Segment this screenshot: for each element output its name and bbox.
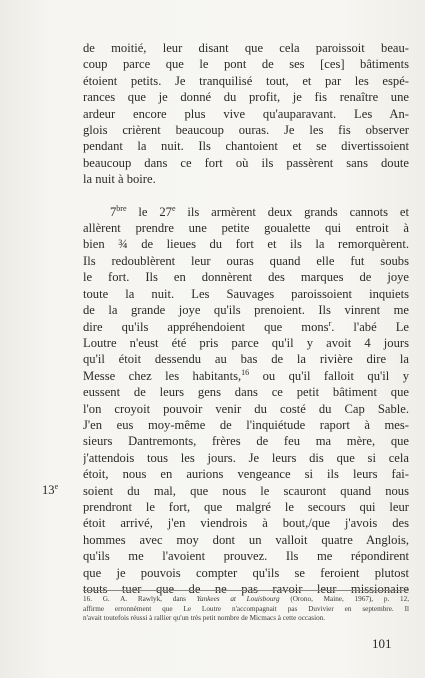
text-fragment: . l'abé Le bbox=[331, 319, 409, 334]
text-line: prendront le fort, que malgré le secours qui leur bbox=[83, 499, 409, 514]
text-line: ardeur encore plus vive qu'auparavant. Les An- bbox=[83, 106, 409, 121]
footnote-line bbox=[83, 595, 409, 605]
text-line: allèrent prendre une petite goualette qui entroit à bbox=[83, 221, 409, 236]
footnote bbox=[83, 595, 409, 624]
text-line: coup parce que le pont de ses [ces] bâtiments bbox=[83, 57, 409, 72]
text-line: étoit, nous en aurions vengeance si ils leurs fai- bbox=[83, 467, 409, 482]
date-day: 7 bbox=[110, 204, 117, 219]
text-line: pendant la nuit. Ils chantoient et se divertissoient bbox=[83, 139, 409, 154]
text-line: la nuit à boire. bbox=[83, 172, 156, 187]
margin-date-day: 13 bbox=[42, 483, 55, 497]
date-text: le 27 bbox=[126, 204, 172, 219]
text-fragment: 16. G. A. Rawlyk, dans bbox=[83, 595, 197, 603]
text-line: qu'ils me l'avoient prouvez. Ils me répondirent bbox=[83, 549, 409, 564]
text-line: Ils redoublèrent leur ouras quand elle fut soubs bbox=[83, 253, 409, 268]
footnote-line: affirme erronnément que Le Loutre n'accompagnait pas Duvivier en septembre. Il bbox=[83, 604, 409, 613]
text-line: J'en eus moy-même de l'inquiétude raport à mes- bbox=[83, 417, 409, 432]
text-line: eussent de leurs gens dans ce petit bâtiment que bbox=[83, 385, 409, 400]
text-line bbox=[83, 319, 409, 335]
text-line: rances que je donné du profit, je fis renaître une bbox=[83, 90, 409, 105]
text-line: de moitié, leur disant que cela paroissoit beau- bbox=[83, 41, 409, 55]
text-line: bien ¾ de lieues du fort et ils la remorquèrent. bbox=[83, 237, 409, 252]
margin-date-note bbox=[42, 483, 58, 498]
book-title: Yankees at Louisbourg bbox=[196, 595, 280, 603]
text-line: beaucoup dans ce fort où ils passèrent sans doute bbox=[83, 155, 409, 170]
page-number: 101 bbox=[372, 636, 392, 651]
main-text bbox=[83, 40, 409, 597]
text-line: l'on croyoit pouvoir venir du costé du Cap Sable. bbox=[83, 401, 409, 416]
footnote-divider bbox=[83, 590, 409, 591]
paragraph-gap bbox=[83, 188, 409, 204]
text-line: touts tuer que de ne pas ravoir leur missionaire bbox=[83, 582, 409, 596]
text-fragment: Messe chez les habitants, bbox=[83, 368, 242, 383]
text-fragment: dire qu'ils appréhendoient que mons bbox=[83, 319, 329, 334]
date-month-sup: bre bbox=[116, 203, 127, 213]
text-fragment: ils armèrent deux grands cannots et bbox=[175, 204, 409, 219]
footnote-line: n'avait toutefois réussi à rallier qu'un très petit nombre de Micmacs à cette occasion. bbox=[83, 614, 326, 623]
text-line: hommes avec moy dont un valloit quatre Anglois, bbox=[83, 532, 409, 547]
text-line: sieurs Dantremonts, frères de feu ma mère, que bbox=[83, 434, 409, 449]
text-line: de la grande joye qu'ils prenoient. Ils vinrent me bbox=[83, 303, 409, 318]
ordinal-sup: e bbox=[171, 203, 176, 213]
text-line: Loutre n'eust été pris parce qu'il y avoit 4 jours bbox=[83, 335, 409, 350]
text-line: toute la nuit. Les Sauvages paroissoient inquiets bbox=[83, 286, 409, 301]
text-line: étoit arrivé, j'en viendrois à bout,/que j'avois des bbox=[83, 516, 409, 531]
text-line: soient du mal, que nous le scauront quand nous bbox=[83, 483, 409, 498]
text-line: que je pouvois compter qu'ils se feroient plutost bbox=[83, 565, 409, 580]
text-line: j'attendois tous les jours. Je leurs dis que si cela bbox=[83, 450, 409, 465]
text-line: le fort. Ils en donnèrent des marques de joye bbox=[83, 270, 409, 285]
text-line bbox=[83, 368, 409, 384]
text-fragment: (Orono, Maine, 1967), p. 12, bbox=[279, 595, 409, 603]
text-line: étoient petits. Je tranquilisé tout, et par les espé- bbox=[83, 73, 409, 88]
paragraph-first-line bbox=[83, 204, 409, 220]
footnote-ref[interactable]: 16 bbox=[241, 367, 250, 377]
abbrev-sup: r bbox=[328, 318, 332, 328]
margin-date-sup: e bbox=[54, 481, 59, 491]
text-line: qu'il étoit dessendu au bas de la rivière dire la bbox=[83, 352, 409, 367]
text-line: glois crièrent beaucoup ouras. Je les fis observer bbox=[83, 123, 409, 138]
text-fragment: ou qu'il falloit qu'il y bbox=[249, 368, 409, 383]
